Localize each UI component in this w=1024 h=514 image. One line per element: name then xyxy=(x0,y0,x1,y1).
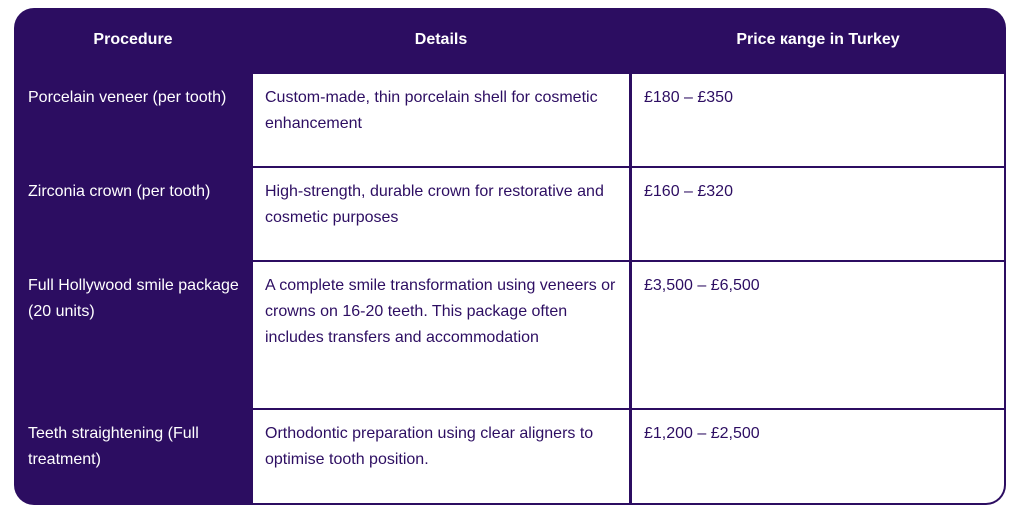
header-details: Details xyxy=(414,31,468,48)
row-1-price: £180 – £350 xyxy=(632,74,1004,166)
row-2-procedure: Zirconia crown (per tooth) xyxy=(28,183,211,200)
header-procedure: Procedure xyxy=(93,31,173,48)
row-1-procedure: Porcelain veneer (per tooth) xyxy=(28,89,227,106)
row-1-details: Custom-made, thin porcelain shell for cosmetic enhancement xyxy=(253,74,629,166)
header-price: Price кange in Turkey xyxy=(736,31,900,48)
row-3-price: £3,500 – £6,500 xyxy=(632,262,1004,408)
row-3-details: A complete smile transformation using veneers or crowns on 16-20 teeth. This package often includes transfers and accommodation xyxy=(253,262,629,408)
row-3-procedure: Full Hollywood smile package (20 units) xyxy=(28,277,239,320)
row-4-price: £1,200 – £2,500 xyxy=(632,410,1004,503)
row-4-details: Orthodontic preparation using clear aligners to optimise tooth position. xyxy=(253,410,629,503)
row-2-details: High-strength, durable crown for restorative and cosmetic purposes xyxy=(253,168,629,260)
price-table xyxy=(14,8,1006,505)
row-4-procedure: Teeth straightening (Full treatment) xyxy=(28,425,199,468)
row-2-price: £160 – £320 xyxy=(632,168,1004,260)
